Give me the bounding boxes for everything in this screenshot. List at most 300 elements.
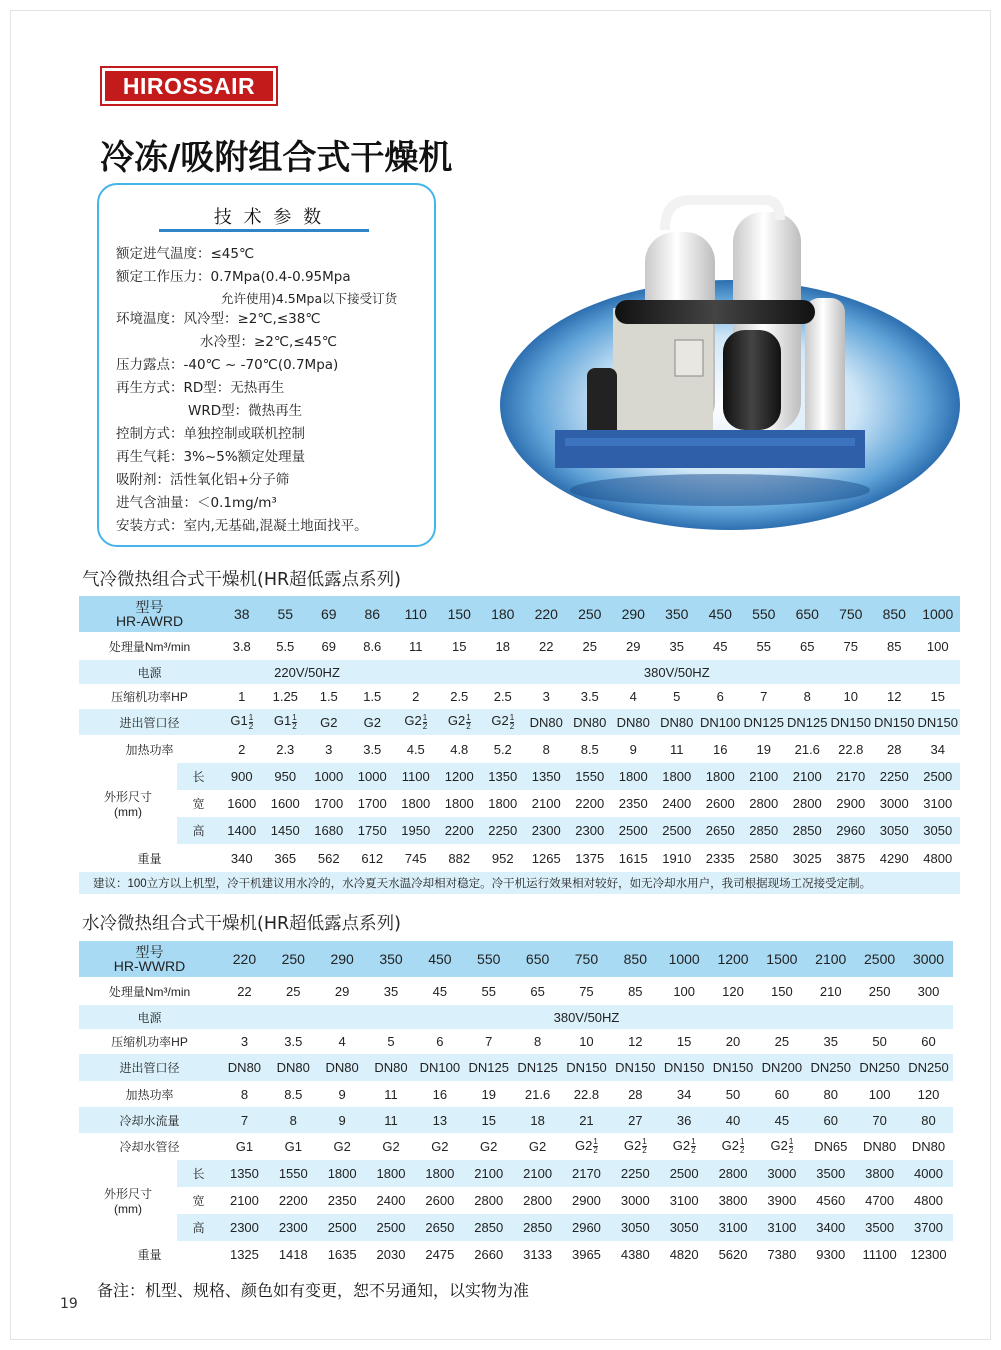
cell-models: 1000 (660, 941, 709, 977)
cell-flow: 15 (438, 632, 482, 660)
cell-hp: 5 (367, 1029, 416, 1054)
param-line: 再生气耗：3%~5%额定处理量 (116, 449, 306, 465)
cell-models: 750 (562, 941, 611, 977)
sub-label: 宽 (177, 790, 220, 817)
cell-wid: 2200 (568, 790, 612, 817)
cell-weight: 1615 (612, 844, 656, 872)
cell-models: 1200 (709, 941, 758, 977)
table-row (79, 977, 953, 1005)
cell-weight: 882 (438, 844, 482, 872)
cell-cw: 40 (709, 1107, 758, 1133)
model-label: 型号 (135, 944, 164, 960)
cell-hp: 35 (806, 1029, 855, 1054)
logo-text: HIROSSAIR (104, 70, 274, 102)
table-row (79, 1241, 953, 1267)
cell-pipe: DN80 (568, 709, 612, 735)
cell-models: 350 (367, 941, 416, 977)
cell-models: 550 (742, 596, 786, 632)
cell-cw: 15 (464, 1107, 513, 1133)
cell-flow: 100 (660, 977, 709, 1005)
cell-len: 2100 (742, 763, 786, 790)
cell-heat: 80 (806, 1081, 855, 1107)
cell-heat: 4.8 (438, 735, 482, 763)
cell-hgt: 1950 (394, 817, 438, 844)
dim-label: 外形尺寸 (103, 790, 152, 804)
cell-hgt: 3050 (873, 817, 917, 844)
dim-unit: (mm) (114, 805, 142, 819)
cell-hp: 15 (660, 1029, 709, 1054)
row-label: 处理量Nm³/min (79, 632, 220, 660)
cell-weight: 3025 (786, 844, 830, 872)
cell-len: 1200 (438, 763, 482, 790)
cell-hp: 1.25 (264, 684, 308, 709)
cell-len: 1800 (415, 1160, 464, 1187)
table-row (79, 1029, 953, 1054)
cell-weight: 1325 (220, 1241, 269, 1267)
cell-cwp: G2 (318, 1133, 367, 1160)
cell-heat: 34 (660, 1081, 709, 1107)
cell-pipe: G1 $\frac{1}{2}$ (264, 709, 308, 735)
compressor (587, 368, 617, 438)
cell-models: 550 (464, 941, 513, 977)
cell-pipe: DN150 (916, 709, 960, 735)
black-pipe (615, 300, 815, 324)
cell-pipe: G2 $\frac{1}{2}$ (481, 709, 525, 735)
sub-label: 长 (177, 1160, 220, 1187)
model-label: 型号 (135, 599, 164, 615)
cell-flow: 25 (269, 977, 318, 1005)
cell-len: 2100 (786, 763, 830, 790)
cell-pipe: G2 $\frac{1}{2}$ (394, 709, 438, 735)
row-label: 压缩机功率HP (79, 1029, 220, 1054)
power-cell: 380V/50HZ (394, 660, 960, 684)
table-row (79, 1133, 953, 1160)
cell-hp: 3.5 (269, 1029, 318, 1054)
cell-pipe: DN80 (612, 709, 656, 735)
cell-wid: 1600 (264, 790, 308, 817)
cell-wid: 2100 (220, 1187, 269, 1214)
cell-models: 86 (351, 596, 395, 632)
cell-pipe: G2 $\frac{1}{2}$ (438, 709, 482, 735)
cell-hp: 10 (562, 1029, 611, 1054)
param-line: 允许使用)4.5Mpa以下接受订货 (221, 291, 398, 306)
cell-models: 850 (611, 941, 660, 977)
cell-pipe: DN150 (660, 1054, 709, 1081)
cell-pipe: DN100 (415, 1054, 464, 1081)
cell-cwp: G2 (464, 1133, 513, 1160)
cell-models: 350 (655, 596, 699, 632)
cell-heat: 34 (916, 735, 960, 763)
cell-heat: 8 (525, 735, 569, 763)
table2-title: 水冷微热组合式干燥机(HR超低露点系列) (82, 914, 401, 934)
cell-len: 2100 (464, 1160, 513, 1187)
cell-wid: 2200 (269, 1187, 318, 1214)
cell-cwp: G2 $\frac{1}{2}$ (611, 1133, 660, 1160)
cell-cw: 21 (562, 1107, 611, 1133)
cell-len: 2170 (829, 763, 873, 790)
cell-len: 1350 (481, 763, 525, 790)
cell-flow: 29 (318, 977, 367, 1005)
cell-len: 1550 (269, 1160, 318, 1187)
cell-cwp: G2 $\frac{1}{2}$ (660, 1133, 709, 1160)
cell-heat: 2.3 (264, 735, 308, 763)
cell-heat: 100 (855, 1081, 904, 1107)
cell-flow: 55 (742, 632, 786, 660)
page-number: 19 (60, 1296, 78, 1312)
cell-models: 220 (220, 941, 269, 977)
cell-flow: 5.5 (264, 632, 308, 660)
cell-hp: 2.5 (438, 684, 482, 709)
cell-wid: 2350 (612, 790, 656, 817)
cell-heat: 9 (318, 1081, 367, 1107)
cell-weight: 2475 (415, 1241, 464, 1267)
cell-wid: 3100 (660, 1187, 709, 1214)
cell-pipe: DN125 (513, 1054, 562, 1081)
row-label: 加热功率 (79, 1081, 220, 1107)
cell-hgt: 3500 (855, 1214, 904, 1241)
cell-cw: 80 (904, 1107, 953, 1133)
base-rail (565, 438, 855, 446)
cell-models: 69 (307, 596, 351, 632)
cell-hgt: 3050 (660, 1214, 709, 1241)
cell-hp: 2 (394, 684, 438, 709)
cell-hgt: 2500 (318, 1214, 367, 1241)
cell-pipe: DN250 (904, 1054, 953, 1081)
product-photo (495, 190, 960, 550)
cell-flow: 85 (611, 977, 660, 1005)
cell-cw: 18 (513, 1107, 562, 1133)
cell-heat: 21.6 (786, 735, 830, 763)
row-label: 冷却水流量 (79, 1107, 220, 1133)
param-line: 额定工作压力：0.7Mpa(0.4-0.95Mpa (116, 269, 351, 285)
cell-wid: 2600 (415, 1187, 464, 1214)
dim-label-cell (79, 763, 177, 844)
cell-heat: 5.2 (481, 735, 525, 763)
row-label: 进出管口径 (79, 1054, 220, 1081)
cell-hgt: 2300 (525, 817, 569, 844)
cell-flow: 35 (655, 632, 699, 660)
cell-pipe: DN150 (709, 1054, 758, 1081)
row-label: 压缩机功率HP (79, 684, 220, 709)
cell-weight: 1418 (269, 1241, 318, 1267)
cell-len: 1000 (307, 763, 351, 790)
cell-heat: 60 (757, 1081, 806, 1107)
cell-wid: 4560 (806, 1187, 855, 1214)
param-line: 安装方式：室内,无基础,混凝土地面找平。 (116, 518, 368, 534)
cell-weight: 4800 (916, 844, 960, 872)
cell-weight: 1635 (318, 1241, 367, 1267)
cell-flow: 210 (806, 977, 855, 1005)
cell-wid: 2800 (742, 790, 786, 817)
cell-hgt: 3700 (904, 1214, 953, 1241)
cell-wid: 1800 (481, 790, 525, 817)
cell-pipe: DN125 (742, 709, 786, 735)
cell-len: 950 (264, 763, 308, 790)
table-row (79, 1187, 953, 1214)
cell-flow: 22 (525, 632, 569, 660)
cell-heat: 19 (464, 1081, 513, 1107)
cell-hp: 1.5 (307, 684, 351, 709)
cell-hp: 3.5 (568, 684, 612, 709)
cell-weight: 9300 (806, 1241, 855, 1267)
table-row (79, 844, 960, 872)
cell-len: 1000 (351, 763, 395, 790)
cell-pipe: DN80 (655, 709, 699, 735)
cell-len: 2800 (709, 1160, 758, 1187)
cell-weight: 2660 (464, 1241, 513, 1267)
cell-cwp: G1 (220, 1133, 269, 1160)
cell-hgt: 2650 (699, 817, 743, 844)
cell-weight: 1375 (568, 844, 612, 872)
cell-wid: 2600 (699, 790, 743, 817)
cell-pipe: DN80 (367, 1054, 416, 1081)
cell-pipe: DN125 (464, 1054, 513, 1081)
cell-models: 220 (525, 596, 569, 632)
cell-models: 55 (264, 596, 308, 632)
tech-params-box (97, 183, 436, 547)
table-row (79, 1160, 953, 1187)
cell-wid: 2100 (525, 790, 569, 817)
cell-cwp: G2 (513, 1133, 562, 1160)
cell-pipe: DN150 (873, 709, 917, 735)
cell-hgt: 2650 (415, 1214, 464, 1241)
table-row (79, 1107, 953, 1133)
cell-hgt: 2300 (568, 817, 612, 844)
cell-flow: 100 (916, 632, 960, 660)
cell-flow: 150 (757, 977, 806, 1005)
power-cell: 220V/50HZ (220, 660, 394, 684)
cell-wid: 3800 (709, 1187, 758, 1214)
cell-flow: 29 (612, 632, 656, 660)
cell-len: 1800 (699, 763, 743, 790)
cell-weight: 2580 (742, 844, 786, 872)
cell-hgt: 2200 (438, 817, 482, 844)
table-row (79, 1214, 953, 1241)
cell-weight: 5620 (709, 1241, 758, 1267)
cell-flow: 22 (220, 977, 269, 1005)
table-row (79, 790, 960, 817)
cell-weight: 3875 (829, 844, 873, 872)
page-title: 冷冻/吸附组合式干燥机 (100, 138, 453, 178)
cell-hgt: 1750 (351, 817, 395, 844)
cell-heat: 2 (220, 735, 264, 763)
cell-wid: 2800 (464, 1187, 513, 1214)
param-line: WRD型：微热再生 (188, 403, 303, 419)
cell-hgt: 2300 (220, 1214, 269, 1241)
cell-len: 2500 (660, 1160, 709, 1187)
cell-pipe: DN100 (699, 709, 743, 735)
cell-cw: 7 (220, 1107, 269, 1133)
cell-cw: 60 (806, 1107, 855, 1133)
param-line: 环境温度：风冷型：≥2℃,≤38℃ (116, 311, 321, 327)
control-panel (675, 340, 703, 376)
cell-models: 450 (415, 941, 464, 977)
cell-heat: 22.8 (562, 1081, 611, 1107)
cell-heat: 9 (612, 735, 656, 763)
cell-heat: 11 (655, 735, 699, 763)
cell-flow: 11 (394, 632, 438, 660)
param-line: 水冷型：≥2℃,≤45℃ (200, 334, 338, 350)
cell-heat: 19 (742, 735, 786, 763)
table-water-cooled (79, 941, 953, 1267)
cell-heat: 28 (611, 1081, 660, 1107)
cell-models: 110 (394, 596, 438, 632)
cell-hp: 6 (415, 1029, 464, 1054)
param-line: 额定进气温度：≤45℃ (116, 246, 255, 262)
cell-hgt: 2960 (562, 1214, 611, 1241)
cell-heat: 28 (873, 735, 917, 763)
cell-weight: 340 (220, 844, 264, 872)
cell-weight: 1910 (655, 844, 699, 872)
cell-len: 1550 (568, 763, 612, 790)
cell-flow: 65 (786, 632, 830, 660)
cell-pipe: DN150 (829, 709, 873, 735)
table1-note: 建议：100立方以上机型，冷干机建议用水冷的，水冷夏天水温冷却相对稳定。冷干机运行效果相对较好，如无冷却水用户，我司根据现场工况接受定制。 (79, 872, 960, 894)
dim-label-cell (79, 1160, 177, 1241)
cell-weight: 612 (351, 844, 395, 872)
cell-hgt: 1450 (264, 817, 308, 844)
cell-weight: 562 (307, 844, 351, 872)
sub-label: 高 (177, 817, 220, 844)
sub-label: 高 (177, 1214, 220, 1241)
cell-heat: 21.6 (513, 1081, 562, 1107)
cell-flow: 75 (562, 977, 611, 1005)
cell-hp: 60 (904, 1029, 953, 1054)
cell-hgt: 1400 (220, 817, 264, 844)
param-line: 压力露点：-40℃ ~ -70℃(0.7Mpa) (116, 357, 339, 373)
cell-hp: 7 (464, 1029, 513, 1054)
cell-flow: 300 (904, 977, 953, 1005)
series-label: HR-AWRD (115, 613, 184, 629)
row-label: 进出管口径 (79, 709, 220, 735)
cell-hp: 1.5 (351, 684, 395, 709)
cell-flow: 45 (699, 632, 743, 660)
cell-wid: 1800 (438, 790, 482, 817)
cell-flow: 25 (568, 632, 612, 660)
cell-heat: 3 (307, 735, 351, 763)
cell-heat: 8 (220, 1081, 269, 1107)
cell-flow: 18 (481, 632, 525, 660)
cell-flow: 45 (415, 977, 464, 1005)
cell-len: 2500 (916, 763, 960, 790)
cell-weight: 365 (264, 844, 308, 872)
cell-models: 180 (481, 596, 525, 632)
cell-hp: 20 (709, 1029, 758, 1054)
cell-len: 3500 (806, 1160, 855, 1187)
cell-hgt: 2300 (269, 1214, 318, 1241)
cell-flow: 69 (307, 632, 351, 660)
cell-flow: 65 (513, 977, 562, 1005)
cell-len: 1800 (655, 763, 699, 790)
cell-flow: 3.8 (220, 632, 264, 660)
cell-len: 2250 (873, 763, 917, 790)
cell-cw: 36 (660, 1107, 709, 1133)
table-row (79, 872, 960, 894)
cell-hgt: 3050 (611, 1214, 660, 1241)
cell-wid: 2800 (513, 1187, 562, 1214)
cell-len: 1800 (612, 763, 656, 790)
cell-models: 38 (220, 596, 264, 632)
cell-weight: 4820 (660, 1241, 709, 1267)
cell-hp: 2.5 (481, 684, 525, 709)
cell-hp: 50 (855, 1029, 904, 1054)
cell-weight: 745 (394, 844, 438, 872)
cell-len: 2100 (513, 1160, 562, 1187)
cell-models: 850 (873, 596, 917, 632)
cell-wid: 4700 (855, 1187, 904, 1214)
cell-cwp: G1 (269, 1133, 318, 1160)
param-line: 吸附剂：活性氧化铝+分子筛 (116, 472, 290, 488)
dim-label: 外形尺寸 (103, 1187, 152, 1201)
cell-wid: 1600 (220, 790, 264, 817)
row-label: 电源 (79, 660, 220, 684)
table1-title: 气冷微热组合式干燥机(HR超低露点系列) (82, 570, 401, 590)
remark-note: 备注：机型、规格、颜色如有变更，恕不另通知，以实物为准 (97, 1281, 530, 1300)
cell-weight: 4290 (873, 844, 917, 872)
cell-pipe: DN250 (806, 1054, 855, 1081)
cell-models: 1000 (916, 596, 960, 632)
cell-wid: 1700 (307, 790, 351, 817)
cell-cwp: G2 $\frac{1}{2}$ (709, 1133, 758, 1160)
cell-cwp: DN80 (855, 1133, 904, 1160)
cell-heat: 16 (415, 1081, 464, 1107)
cell-weight: 3133 (513, 1241, 562, 1267)
cell-models: 150 (438, 596, 482, 632)
cell-hgt: 2500 (655, 817, 699, 844)
cell-len: 900 (220, 763, 264, 790)
series-label: HR-WWRD (113, 958, 186, 974)
cell-cwp: DN80 (904, 1133, 953, 1160)
cell-cwp: G2 (367, 1133, 416, 1160)
cell-hp: 3 (220, 1029, 269, 1054)
cell-pipe: G1 $\frac{1}{2}$ (220, 709, 264, 735)
cell-wid: 2800 (786, 790, 830, 817)
table-row (79, 1005, 953, 1029)
cell-hgt: 3050 (916, 817, 960, 844)
cell-wid: 3000 (873, 790, 917, 817)
cell-wid: 2400 (367, 1187, 416, 1214)
cell-cwp: G2 $\frac{1}{2}$ (757, 1133, 806, 1160)
cell-hp: 25 (757, 1029, 806, 1054)
cell-len: 4000 (904, 1160, 953, 1187)
cell-cwp: DN65 (806, 1133, 855, 1160)
cell-len: 1800 (318, 1160, 367, 1187)
table-row (79, 660, 960, 684)
cell-heat: 120 (904, 1081, 953, 1107)
cell-hp: 8 (786, 684, 830, 709)
cell-cw: 8 (269, 1107, 318, 1133)
heading-underline (159, 229, 369, 232)
row-label: 电源 (79, 1005, 220, 1029)
cell-hgt: 2960 (829, 817, 873, 844)
cell-pipe: DN125 (786, 709, 830, 735)
cell-hgt: 2250 (481, 817, 525, 844)
cell-len: 1350 (220, 1160, 269, 1187)
table-row (79, 735, 960, 763)
cell-weight: 7380 (757, 1241, 806, 1267)
cell-weight: 11100 (855, 1241, 904, 1267)
cell-models: 650 (513, 941, 562, 977)
cell-flow: 120 (709, 977, 758, 1005)
cell-cw: 27 (611, 1107, 660, 1133)
sub-label: 长 (177, 763, 220, 790)
cell-heat: 50 (709, 1081, 758, 1107)
cell-models: 250 (568, 596, 612, 632)
cell-models: 290 (612, 596, 656, 632)
cell-models: 250 (269, 941, 318, 977)
cell-cw: 45 (757, 1107, 806, 1133)
cell-hp: 6 (699, 684, 743, 709)
